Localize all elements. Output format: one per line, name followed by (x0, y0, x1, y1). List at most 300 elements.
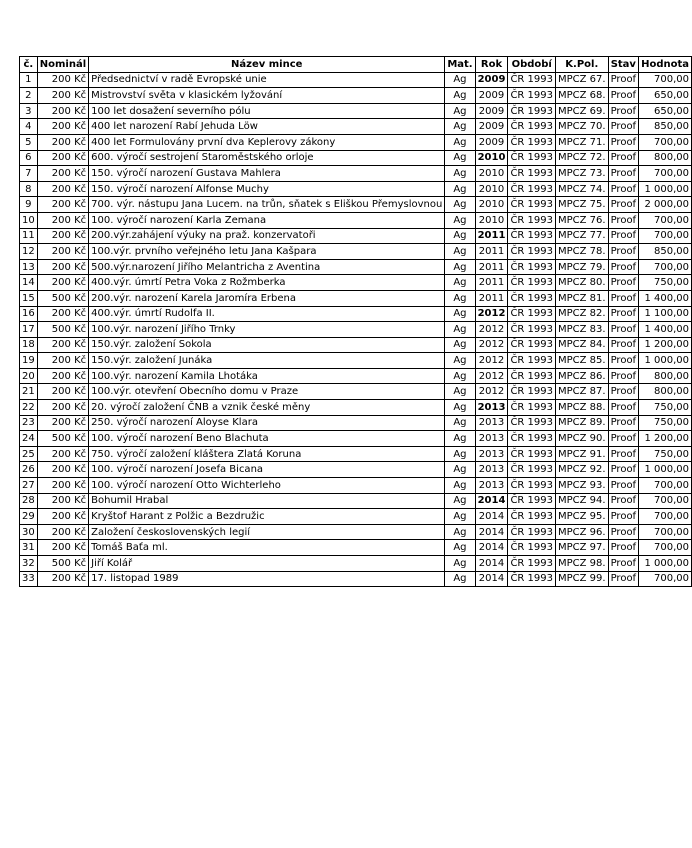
cell-catalog: MPCZ 74. (556, 181, 609, 197)
cell-condition: Proof (608, 384, 639, 400)
cell-catalog: MPCZ 77. (556, 228, 609, 244)
cell-number: 23 (20, 415, 38, 431)
cell-coin-name: 150. výročí narození Alfonse Muchy (89, 181, 445, 197)
cell-material: Ag (445, 212, 475, 228)
cell-number: 28 (20, 493, 38, 509)
cell-year: 2009 (475, 72, 508, 88)
cell-catalog: MPCZ 96. (556, 524, 609, 540)
cell-catalog: MPCZ 70. (556, 119, 609, 135)
table-row (20, 259, 692, 275)
cell-number: 7 (20, 166, 38, 182)
cell-year: 2011 (475, 259, 508, 275)
cell-coin-name: 400 let Formulovány první dva Keplerovy zákony (89, 134, 445, 150)
cell-year: 2013 (475, 400, 508, 416)
cell-material: Ag (445, 119, 475, 135)
cell-value: 1 000,00 (639, 556, 692, 572)
col-header-year: Rok (475, 57, 508, 73)
cell-nominal: 200 Kč (37, 540, 88, 556)
cell-coin-name: 17. listopad 1989 (89, 571, 445, 587)
cell-value: 1 000,00 (639, 462, 692, 478)
cell-number: 21 (20, 384, 38, 400)
cell-nominal: 200 Kč (37, 72, 88, 88)
cell-period: ČR 1993 (508, 306, 556, 322)
cell-year: 2012 (475, 368, 508, 384)
cell-year: 2014 (475, 509, 508, 525)
cell-number: 10 (20, 212, 38, 228)
table-row (20, 322, 692, 338)
cell-year: 2014 (475, 556, 508, 572)
cell-material: Ag (445, 353, 475, 369)
cell-coin-name: Předsednictví v radě Evropské unie (89, 72, 445, 88)
table-row (20, 306, 692, 322)
cell-nominal: 200 Kč (37, 134, 88, 150)
cell-period: ČR 1993 (508, 72, 556, 88)
cell-nominal: 200 Kč (37, 400, 88, 416)
cell-year: 2009 (475, 134, 508, 150)
cell-coin-name: Založení československých legií (89, 524, 445, 540)
cell-number: 13 (20, 259, 38, 275)
cell-condition: Proof (608, 571, 639, 587)
table-row (20, 400, 692, 416)
table-row (20, 166, 692, 182)
cell-catalog: MPCZ 91. (556, 446, 609, 462)
cell-number: 20 (20, 368, 38, 384)
cell-value: 800,00 (639, 150, 692, 166)
cell-year: 2009 (475, 103, 508, 119)
cell-year: 2012 (475, 353, 508, 369)
cell-nominal: 500 Kč (37, 431, 88, 447)
cell-catalog: MPCZ 93. (556, 478, 609, 494)
cell-year: 2011 (475, 275, 508, 291)
cell-material: Ag (445, 431, 475, 447)
cell-catalog: MPCZ 76. (556, 212, 609, 228)
cell-catalog: MPCZ 95. (556, 509, 609, 525)
cell-condition: Proof (608, 322, 639, 338)
cell-value: 1 400,00 (639, 290, 692, 306)
cell-year: 2013 (475, 478, 508, 494)
cell-period: ČR 1993 (508, 103, 556, 119)
cell-number: 11 (20, 228, 38, 244)
cell-catalog: MPCZ 68. (556, 88, 609, 104)
cell-coin-name: 500.výr.narození Jiřího Melantricha z Aventina (89, 259, 445, 275)
table-row (20, 384, 692, 400)
cell-nominal: 200 Kč (37, 275, 88, 291)
col-header-period: Období (508, 57, 556, 73)
cell-value: 700,00 (639, 478, 692, 494)
cell-year: 2013 (475, 446, 508, 462)
cell-condition: Proof (608, 493, 639, 509)
cell-period: ČR 1993 (508, 259, 556, 275)
cell-value: 750,00 (639, 415, 692, 431)
cell-year: 2014 (475, 493, 508, 509)
cell-catalog: MPCZ 79. (556, 259, 609, 275)
cell-coin-name: Bohumil Hrabal (89, 493, 445, 509)
cell-condition: Proof (608, 72, 639, 88)
cell-condition: Proof (608, 166, 639, 182)
cell-material: Ag (445, 556, 475, 572)
cell-catalog: MPCZ 67. (556, 72, 609, 88)
cell-coin-name: 100.výr. narození Jiřího Trnky (89, 322, 445, 338)
cell-nominal: 200 Kč (37, 103, 88, 119)
cell-period: ČR 1993 (508, 446, 556, 462)
cell-value: 1 000,00 (639, 353, 692, 369)
cell-year: 2013 (475, 415, 508, 431)
cell-period: ČR 1993 (508, 571, 556, 587)
cell-nominal: 200 Kč (37, 571, 88, 587)
cell-catalog: MPCZ 86. (556, 368, 609, 384)
cell-catalog: MPCZ 99. (556, 571, 609, 587)
cell-period: ČR 1993 (508, 212, 556, 228)
cell-value: 700,00 (639, 259, 692, 275)
cell-period: ČR 1993 (508, 337, 556, 353)
cell-number: 22 (20, 400, 38, 416)
cell-period: ČR 1993 (508, 478, 556, 494)
cell-condition: Proof (608, 275, 639, 291)
cell-number: 8 (20, 181, 38, 197)
table-row (20, 493, 692, 509)
cell-value: 2 000,00 (639, 197, 692, 213)
cell-value: 700,00 (639, 134, 692, 150)
cell-catalog: MPCZ 73. (556, 166, 609, 182)
cell-coin-name: 100 let dosažení severního pólu (89, 103, 445, 119)
cell-number: 5 (20, 134, 38, 150)
cell-material: Ag (445, 72, 475, 88)
cell-catalog: MPCZ 80. (556, 275, 609, 291)
cell-coin-name: 250. výročí narození Aloyse Klara (89, 415, 445, 431)
cell-material: Ag (445, 103, 475, 119)
cell-condition: Proof (608, 524, 639, 540)
cell-nominal: 500 Kč (37, 290, 88, 306)
table-row (20, 103, 692, 119)
cell-material: Ag (445, 290, 475, 306)
cell-nominal: 200 Kč (37, 493, 88, 509)
cell-catalog: MPCZ 87. (556, 384, 609, 400)
cell-condition: Proof (608, 306, 639, 322)
table-row (20, 353, 692, 369)
cell-coin-name: Kryštof Harant z Polžic a Bezdružic (89, 509, 445, 525)
cell-material: Ag (445, 134, 475, 150)
table-row (20, 290, 692, 306)
table-row (20, 244, 692, 260)
cell-value: 700,00 (639, 509, 692, 525)
cell-catalog: MPCZ 81. (556, 290, 609, 306)
cell-number: 32 (20, 556, 38, 572)
cell-coin-name: 750. výročí založení kláštera Zlatá Koruna (89, 446, 445, 462)
cell-catalog: MPCZ 71. (556, 134, 609, 150)
cell-coin-name: 200.výr. narození Karela Jaromíra Erbena (89, 290, 445, 306)
cell-coin-name: 100.výr. narození Kamila Lhotáka (89, 368, 445, 384)
cell-catalog: MPCZ 98. (556, 556, 609, 572)
cell-material: Ag (445, 493, 475, 509)
cell-catalog: MPCZ 84. (556, 337, 609, 353)
table-row (20, 571, 692, 587)
cell-coin-name: 200.výr.zahájení výuky na praž. konzervatoři (89, 228, 445, 244)
cell-material: Ag (445, 306, 475, 322)
cell-condition: Proof (608, 103, 639, 119)
table-row (20, 212, 692, 228)
cell-coin-name: 600. výročí sestrojení Staroměstského orloje (89, 150, 445, 166)
cell-coin-name: 100. výročí narození Otto Wichterleho (89, 478, 445, 494)
cell-material: Ag (445, 368, 475, 384)
cell-catalog: MPCZ 89. (556, 415, 609, 431)
cell-nominal: 200 Kč (37, 228, 88, 244)
cell-coin-name: 400.výr. úmrtí Rudolfa II. (89, 306, 445, 322)
cell-value: 700,00 (639, 166, 692, 182)
table-row (20, 524, 692, 540)
cell-value: 1 100,00 (639, 306, 692, 322)
cell-coin-name: 150. výročí narození Gustava Mahlera (89, 166, 445, 182)
table-row (20, 337, 692, 353)
cell-period: ČR 1993 (508, 509, 556, 525)
cell-nominal: 200 Kč (37, 353, 88, 369)
cell-catalog: MPCZ 69. (556, 103, 609, 119)
cell-period: ČR 1993 (508, 415, 556, 431)
cell-nominal: 200 Kč (37, 306, 88, 322)
cell-condition: Proof (608, 197, 639, 213)
coin-table (19, 56, 692, 587)
cell-number: 2 (20, 88, 38, 104)
cell-coin-name: 100. výročí narození Beno Blachuta (89, 431, 445, 447)
cell-condition: Proof (608, 150, 639, 166)
cell-coin-name: 150.výr. založení Sokola (89, 337, 445, 353)
table-row (20, 119, 692, 135)
cell-condition: Proof (608, 509, 639, 525)
cell-period: ČR 1993 (508, 322, 556, 338)
cell-material: Ag (445, 400, 475, 416)
table-row (20, 478, 692, 494)
cell-year: 2014 (475, 524, 508, 540)
cell-material: Ag (445, 259, 475, 275)
cell-condition: Proof (608, 134, 639, 150)
cell-coin-name: 100. výročí narození Josefa Bicana (89, 462, 445, 478)
cell-period: ČR 1993 (508, 244, 556, 260)
table-row (20, 509, 692, 525)
cell-material: Ag (445, 275, 475, 291)
cell-catalog: MPCZ 83. (556, 322, 609, 338)
cell-year: 2012 (475, 322, 508, 338)
cell-number: 9 (20, 197, 38, 213)
cell-value: 850,00 (639, 119, 692, 135)
cell-nominal: 200 Kč (37, 478, 88, 494)
cell-value: 700,00 (639, 72, 692, 88)
cell-catalog: MPCZ 85. (556, 353, 609, 369)
cell-period: ČR 1993 (508, 166, 556, 182)
col-header-value: Hodnota (639, 57, 692, 73)
table-row (20, 275, 692, 291)
cell-condition: Proof (608, 290, 639, 306)
cell-year: 2012 (475, 306, 508, 322)
cell-nominal: 200 Kč (37, 446, 88, 462)
cell-period: ČR 1993 (508, 556, 556, 572)
table-row (20, 556, 692, 572)
cell-catalog: MPCZ 88. (556, 400, 609, 416)
cell-coin-name: 20. výročí založení ČNB a vznik české měny (89, 400, 445, 416)
cell-number: 27 (20, 478, 38, 494)
cell-year: 2012 (475, 384, 508, 400)
cell-nominal: 200 Kč (37, 337, 88, 353)
cell-number: 3 (20, 103, 38, 119)
cell-material: Ag (445, 181, 475, 197)
cell-catalog: MPCZ 75. (556, 197, 609, 213)
cell-condition: Proof (608, 540, 639, 556)
cell-catalog: MPCZ 97. (556, 540, 609, 556)
cell-value: 650,00 (639, 88, 692, 104)
cell-number: 16 (20, 306, 38, 322)
cell-coin-name: 700. výr. nástupu Jana Lucem. na trůn, sňatek s Eliškou Přemyslovnou (89, 197, 445, 213)
cell-period: ČR 1993 (508, 353, 556, 369)
cell-condition: Proof (608, 462, 639, 478)
cell-condition: Proof (608, 446, 639, 462)
cell-number: 30 (20, 524, 38, 540)
cell-condition: Proof (608, 244, 639, 260)
cell-year: 2012 (475, 337, 508, 353)
cell-material: Ag (445, 88, 475, 104)
cell-period: ČR 1993 (508, 119, 556, 135)
cell-nominal: 200 Kč (37, 259, 88, 275)
cell-material: Ag (445, 244, 475, 260)
cell-catalog: MPCZ 94. (556, 493, 609, 509)
cell-number: 14 (20, 275, 38, 291)
cell-number: 25 (20, 446, 38, 462)
cell-value: 1 000,00 (639, 181, 692, 197)
cell-period: ČR 1993 (508, 150, 556, 166)
table-row (20, 134, 692, 150)
cell-period: ČR 1993 (508, 228, 556, 244)
cell-coin-name: 100.výr. otevření Obecního domu v Praze (89, 384, 445, 400)
cell-catalog: MPCZ 90. (556, 431, 609, 447)
cell-number: 33 (20, 571, 38, 587)
cell-material: Ag (445, 384, 475, 400)
cell-nominal: 200 Kč (37, 119, 88, 135)
table-row (20, 197, 692, 213)
cell-condition: Proof (608, 400, 639, 416)
cell-value: 800,00 (639, 384, 692, 400)
cell-number: 17 (20, 322, 38, 338)
cell-catalog: MPCZ 82. (556, 306, 609, 322)
cell-number: 26 (20, 462, 38, 478)
cell-value: 700,00 (639, 212, 692, 228)
cell-period: ČR 1993 (508, 540, 556, 556)
cell-value: 850,00 (639, 244, 692, 260)
table-row (20, 181, 692, 197)
cell-period: ČR 1993 (508, 431, 556, 447)
cell-year: 2011 (475, 228, 508, 244)
cell-nominal: 200 Kč (37, 150, 88, 166)
cell-year: 2010 (475, 150, 508, 166)
table-row (20, 540, 692, 556)
cell-nominal: 500 Kč (37, 556, 88, 572)
cell-value: 1 200,00 (639, 337, 692, 353)
cell-material: Ag (445, 337, 475, 353)
cell-value: 700,00 (639, 493, 692, 509)
cell-nominal: 500 Kč (37, 322, 88, 338)
cell-material: Ag (445, 150, 475, 166)
cell-material: Ag (445, 540, 475, 556)
cell-year: 2011 (475, 290, 508, 306)
table-row (20, 368, 692, 384)
cell-condition: Proof (608, 353, 639, 369)
cell-value: 700,00 (639, 524, 692, 540)
cell-material: Ag (445, 524, 475, 540)
col-header-material: Mat. (445, 57, 475, 73)
cell-material: Ag (445, 509, 475, 525)
cell-coin-name: 400 let narození Rabí Jehuda Löw (89, 119, 445, 135)
cell-nominal: 200 Kč (37, 197, 88, 213)
cell-year: 2013 (475, 462, 508, 478)
cell-nominal: 200 Kč (37, 368, 88, 384)
cell-coin-name: Tomáš Baťa ml. (89, 540, 445, 556)
cell-number: 4 (20, 119, 38, 135)
cell-period: ČR 1993 (508, 368, 556, 384)
cell-nominal: 200 Kč (37, 244, 88, 260)
cell-period: ČR 1993 (508, 462, 556, 478)
cell-year: 2009 (475, 119, 508, 135)
cell-year: 2013 (475, 431, 508, 447)
cell-catalog: MPCZ 92. (556, 462, 609, 478)
cell-coin-name: 400.výr. úmrtí Petra Voka z Rožmberka (89, 275, 445, 291)
cell-value: 700,00 (639, 540, 692, 556)
cell-material: Ag (445, 197, 475, 213)
table-row (20, 462, 692, 478)
cell-nominal: 200 Kč (37, 415, 88, 431)
cell-year: 2011 (475, 244, 508, 260)
cell-material: Ag (445, 462, 475, 478)
cell-number: 18 (20, 337, 38, 353)
cell-material: Ag (445, 322, 475, 338)
cell-period: ČR 1993 (508, 88, 556, 104)
cell-value: 750,00 (639, 446, 692, 462)
cell-period: ČR 1993 (508, 400, 556, 416)
cell-number: 6 (20, 150, 38, 166)
cell-value: 800,00 (639, 368, 692, 384)
col-header-catalog: K.Pol. (556, 57, 609, 73)
cell-value: 700,00 (639, 228, 692, 244)
cell-material: Ag (445, 571, 475, 587)
table-row (20, 88, 692, 104)
cell-condition: Proof (608, 368, 639, 384)
cell-nominal: 200 Kč (37, 181, 88, 197)
cell-material: Ag (445, 228, 475, 244)
cell-value: 700,00 (639, 571, 692, 587)
col-header-number: č. (20, 57, 38, 73)
cell-coin-name: Jiří Kolář (89, 556, 445, 572)
cell-condition: Proof (608, 431, 639, 447)
table-row (20, 415, 692, 431)
cell-material: Ag (445, 478, 475, 494)
cell-number: 12 (20, 244, 38, 260)
cell-condition: Proof (608, 478, 639, 494)
cell-condition: Proof (608, 556, 639, 572)
cell-number: 31 (20, 540, 38, 556)
cell-number: 1 (20, 72, 38, 88)
cell-number: 29 (20, 509, 38, 525)
cell-nominal: 200 Kč (37, 166, 88, 182)
cell-nominal: 200 Kč (37, 509, 88, 525)
cell-value: 1 400,00 (639, 322, 692, 338)
cell-nominal: 200 Kč (37, 212, 88, 228)
cell-condition: Proof (608, 228, 639, 244)
cell-coin-name: 150.výr. založení Junáka (89, 353, 445, 369)
cell-period: ČR 1993 (508, 197, 556, 213)
cell-year: 2010 (475, 212, 508, 228)
cell-material: Ag (445, 446, 475, 462)
cell-period: ČR 1993 (508, 134, 556, 150)
cell-condition: Proof (608, 119, 639, 135)
table-row (20, 446, 692, 462)
cell-period: ČR 1993 (508, 275, 556, 291)
cell-material: Ag (445, 415, 475, 431)
cell-nominal: 200 Kč (37, 524, 88, 540)
